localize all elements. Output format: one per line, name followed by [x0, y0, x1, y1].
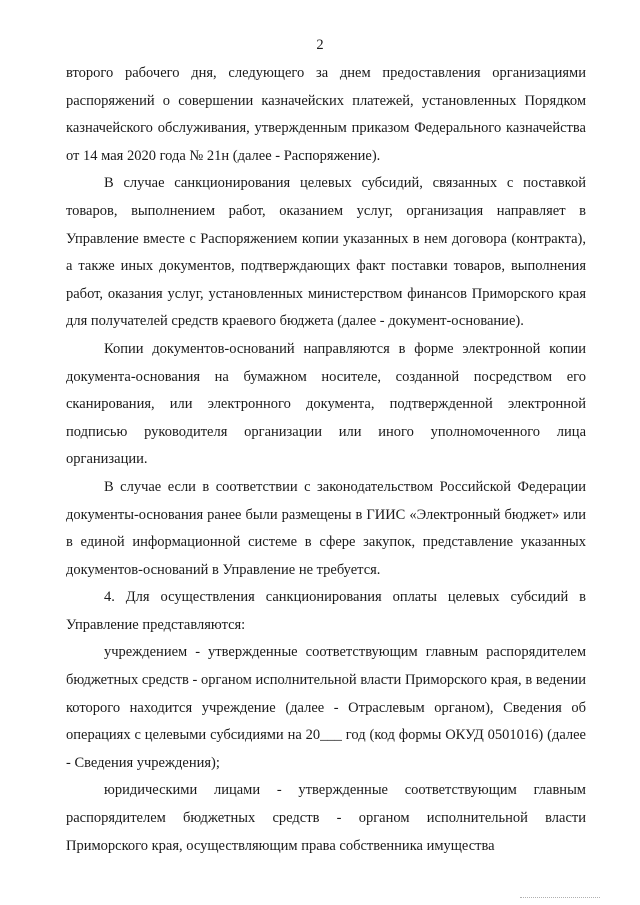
- paragraph-6: учреждением - утвержденные соответствующим главным распорядителем бюджетных средств - органом исполнительной власти Приморского края, в ведении которого находится учреждение (далее - Отраслевым органом), Сведения об операциях с целевыми субсидиями на 20___ год (код формы ОКУД 0501016) (далее - Сведения учреждения);: [66, 644, 586, 771]
- paragraph-5: 4. Для осуществления санкционирования оплаты целевых субсидий в Управление представляются:: [66, 589, 586, 633]
- paragraph-1: второго рабочего дня, следующего за днем предоставления организациями распоряжений о совершении казначейских платежей, установленных Порядком казначейского обслуживания, утвержденным приказом Федерального казначейства от 14 мая 2020 года № 21н (далее - Распоряжение).: [66, 65, 586, 164]
- document-body: [66, 60, 586, 860]
- paragraph-3: Копии документов-оснований направляются в форме электронной копии документа-основания на бумажном носителе, созданной посредством его сканирования, или электронного документа, подтвержденной электронной подписью руководителя организации или иного уполномоченного лица организации.: [66, 340, 586, 468]
- paragraph-2: В случае санкционирования целевых субсидий, связанных с поставкой товаров, выполнением работ, оказанием услуг, организация направляет в Управление вместе с Распоряжением копии указанных в нем договора (контракта), а также иных документов, подтверждающих факт поставки товаров, выполнения работ, оказания услуг, установленных министерством финансов Приморского края для получателей средств краевого бюджета (далее - документ-основание).: [66, 175, 586, 330]
- paragraph-4: В случае если в соответствии с законодательством Российской Федерации документы-основания ранее были размещены в ГИИС «Электронный бюджет» или в единой информационной системе в сфере закупок, представление указанных документов-оснований в Управление не требуется.: [66, 478, 586, 578]
- page-number: 2: [316, 37, 324, 53]
- paragraph-7: юридическими лицами - утвержденные соответствующим главным распорядителем бюджетных средств - органом исполнительной власти Приморского края, осуществляющим права собственника имущества: [66, 782, 586, 854]
- scan-artifact: [520, 897, 600, 899]
